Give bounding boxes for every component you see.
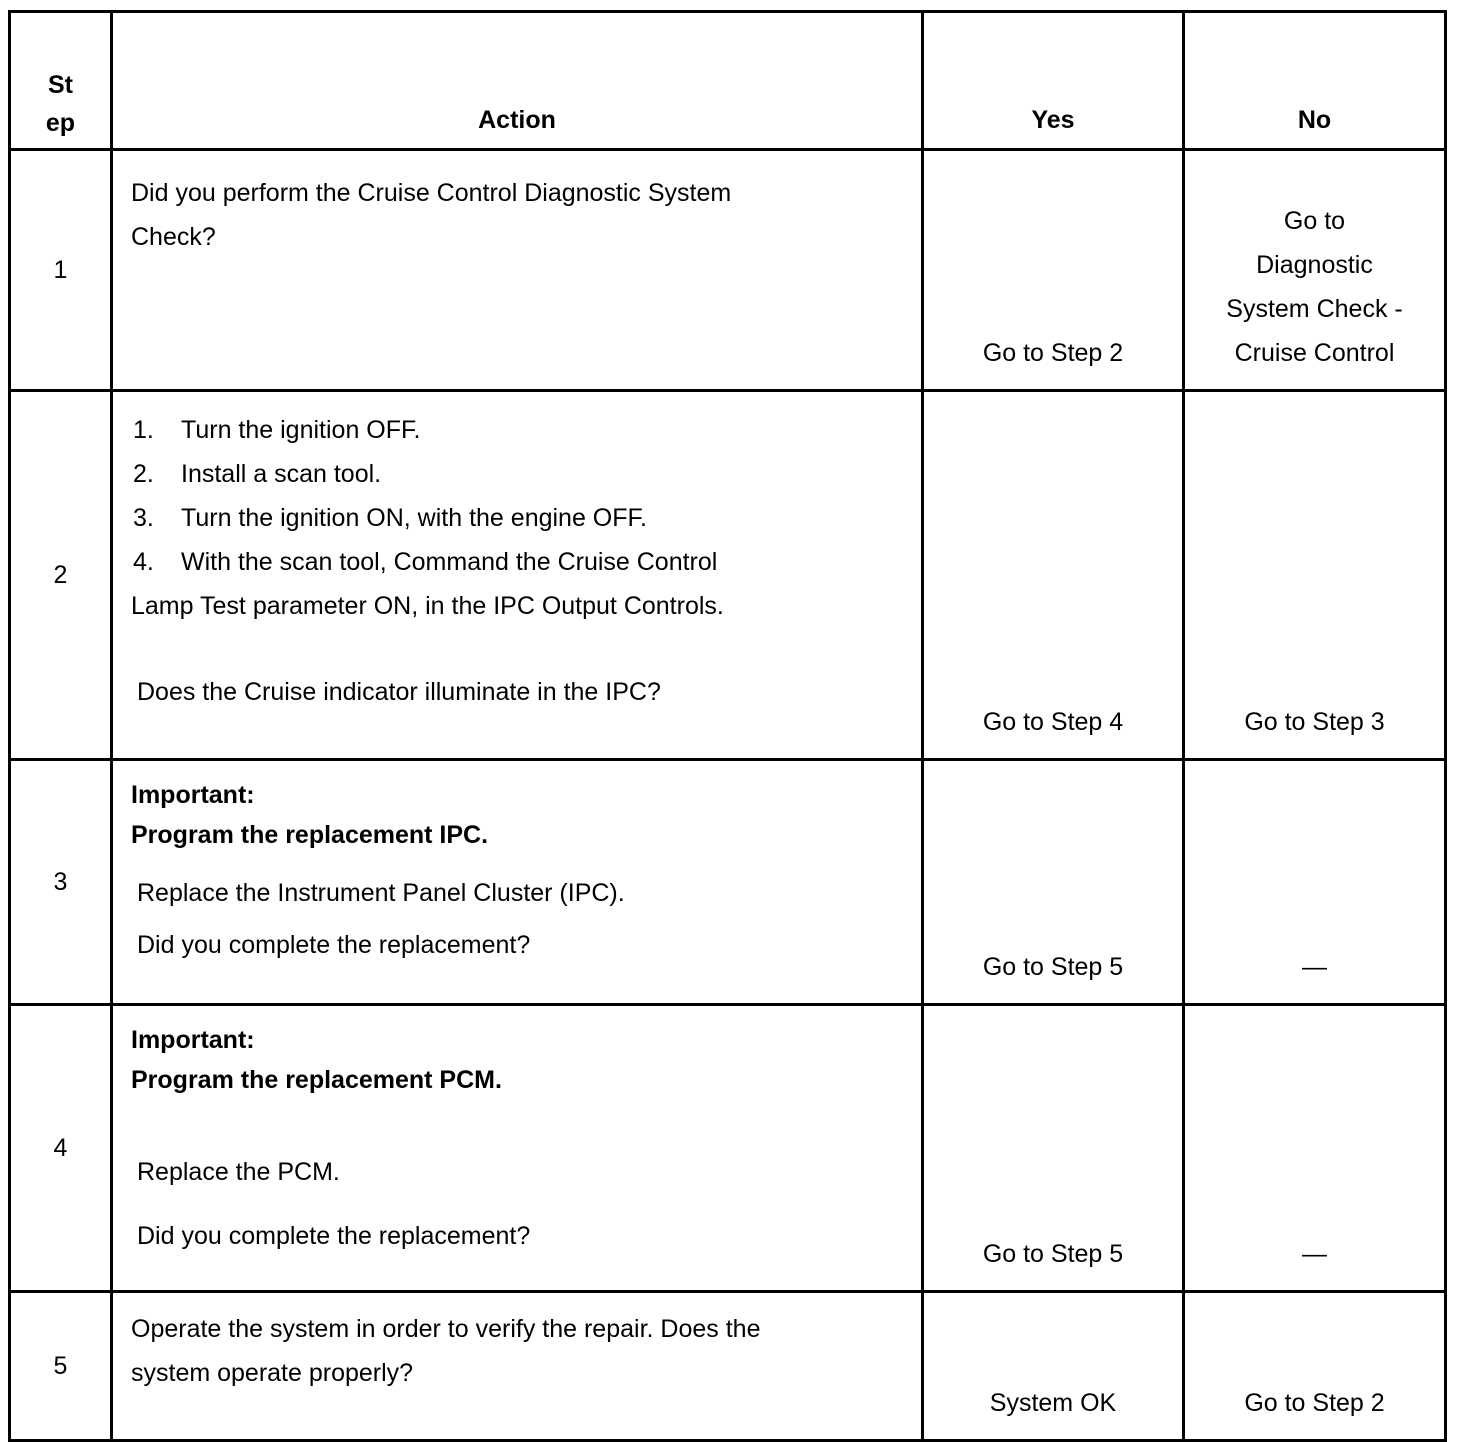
yes-cell: Go to Step 2 [923, 150, 1184, 391]
instruction-text: Replace the Instrument Panel Cluster (IPC). [137, 879, 625, 907]
action-text: Operate the system in order to verify the repair. Does the [131, 1315, 761, 1343]
substep-text: Turn the ignition ON, with the engine OFF. [181, 504, 647, 532]
table-row [10, 760, 1446, 1005]
action-cell [112, 150, 923, 391]
important-label: Important: [131, 1026, 255, 1054]
important-text: Program the replacement PCM. [131, 1066, 502, 1094]
question-text: Did you complete the replacement? [137, 1222, 531, 1250]
yes-cell: Go to Step 5 [923, 760, 1184, 1005]
substep [131, 540, 921, 584]
no-text: Go to [1283, 207, 1346, 235]
action-text: Check? [131, 223, 216, 251]
substep-list [131, 408, 921, 584]
header-no: No [1184, 12, 1446, 150]
substep-text: Turn the ignition OFF. [181, 416, 421, 444]
spacer [131, 1194, 921, 1214]
table-row [10, 1005, 1446, 1292]
substep-number: 4. [133, 548, 154, 576]
substep-text: Install a scan tool. [181, 460, 382, 488]
substep-number: 1. [133, 416, 154, 444]
spacer [131, 628, 921, 670]
action-cell [112, 1292, 923, 1441]
step-number: 4 [10, 1005, 112, 1292]
action-text: Did you perform the Cruise Control Diagnostic System [131, 179, 732, 207]
header-action: Action [112, 12, 923, 150]
spacer [131, 915, 921, 923]
question-text: Did you complete the replacement? [137, 931, 531, 959]
important-text: Program the replacement IPC. [131, 821, 489, 849]
no-cell: — [1184, 1005, 1446, 1292]
substep-number: 2. [133, 460, 154, 488]
substep-text: With the scan tool, Command the Cruise Control [181, 548, 718, 576]
action-cell [112, 760, 923, 1005]
no-cell [1184, 150, 1446, 391]
diagnostic-table [8, 10, 1447, 1442]
substep [131, 496, 921, 540]
step-number: 3 [10, 760, 112, 1005]
action-cell [112, 1005, 923, 1292]
question-text: Does the Cruise indicator illuminate in the IPC? [137, 678, 661, 706]
action-cell [112, 391, 923, 760]
header-step-line2: ep [45, 109, 76, 137]
spacer [131, 1100, 921, 1150]
header-row [10, 12, 1446, 150]
no-cell: Go to Step 3 [1184, 391, 1446, 760]
instruction-text: Replace the PCM. [137, 1158, 340, 1186]
yes-cell: System OK [923, 1292, 1184, 1441]
substep-number: 3. [133, 504, 154, 532]
important-label: Important: [131, 781, 255, 809]
header-step-line1: St [48, 71, 73, 99]
header-step [10, 12, 112, 150]
substep-continuation: Lamp Test parameter ON, in the IPC Output Controls. [131, 592, 724, 620]
yes-cell: Go to Step 5 [923, 1005, 1184, 1292]
action-text: system operate properly? [131, 1359, 414, 1387]
header-yes: Yes [923, 12, 1184, 150]
step-number: 1 [10, 150, 112, 391]
no-text: Diagnostic [1256, 251, 1373, 279]
no-text: System Check - [1226, 295, 1403, 323]
table-row [10, 150, 1446, 391]
table-row [10, 1292, 1446, 1441]
no-text: Cruise Control [1234, 339, 1395, 367]
spacer [131, 855, 921, 871]
no-cell: — [1184, 760, 1446, 1005]
substep [131, 408, 921, 452]
step-number: 5 [10, 1292, 112, 1441]
yes-cell: Go to Step 4 [923, 391, 1184, 760]
substep [131, 452, 921, 496]
table-row [10, 391, 1446, 760]
no-cell: Go to Step 2 [1184, 1292, 1446, 1441]
step-number: 2 [10, 391, 112, 760]
